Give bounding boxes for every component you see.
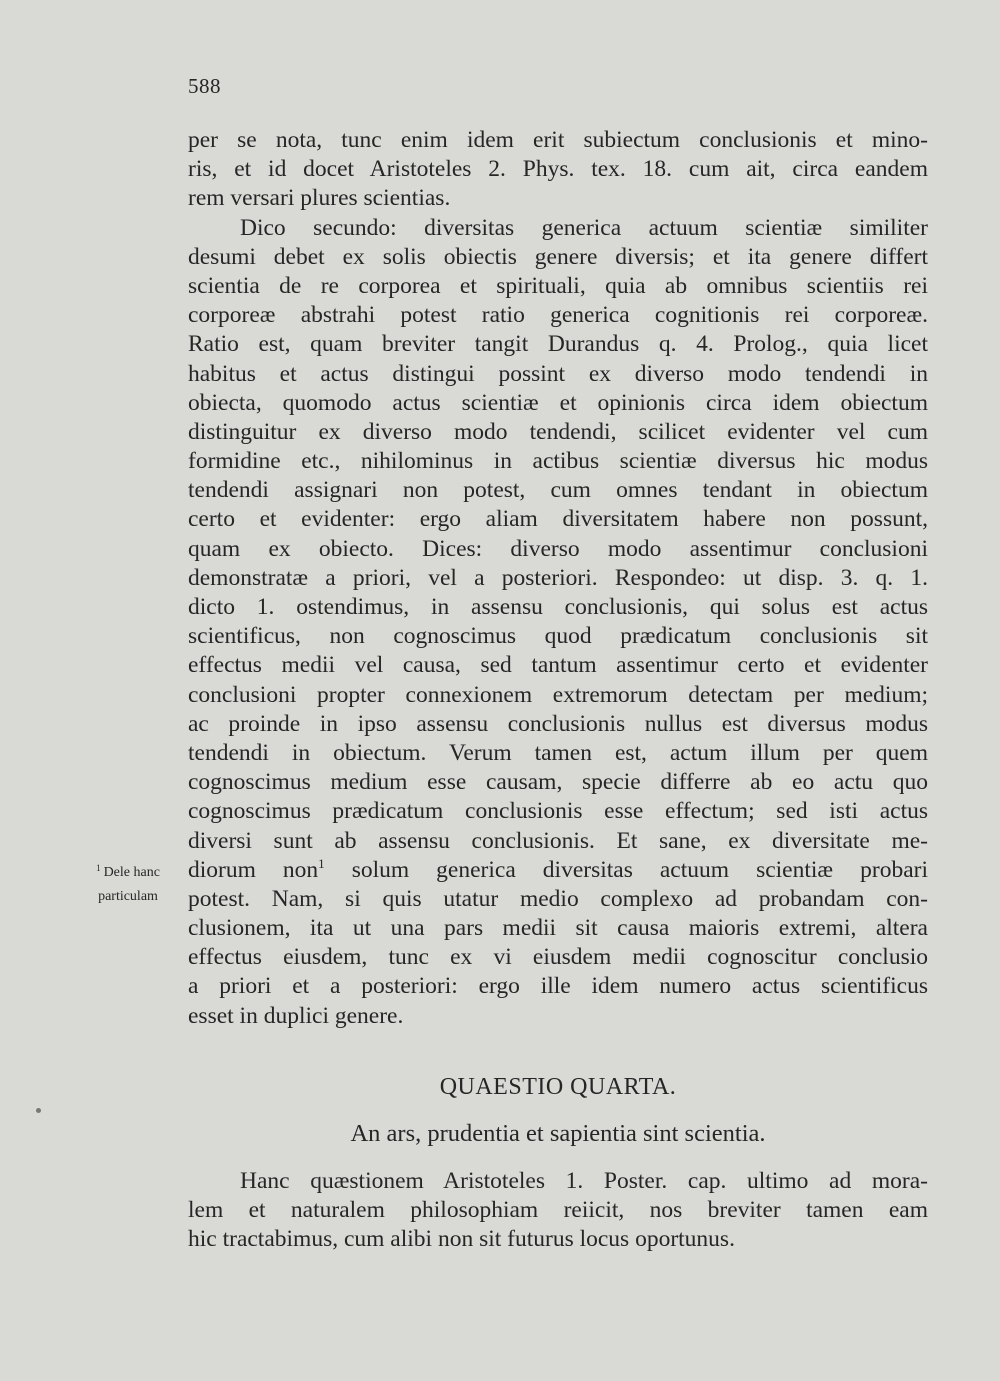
text-line: scientificus, non cognoscimus quod prædicatum conclusionis sit xyxy=(188,623,928,650)
question-heading: QUAESTIO QUARTA. xyxy=(439,1074,677,1100)
text-line: scientia de re corporea et spirituali, quia ab omnibus scientiis rei xyxy=(188,272,928,299)
text-line: distinguitur ex diverso modo tendendi, scilicet evidenter vel cum xyxy=(188,418,928,445)
paper-speck xyxy=(36,1108,41,1113)
text-line: rem versari plures scientias. xyxy=(188,185,451,212)
margin-note-line: particulam xyxy=(98,889,158,904)
text-line: ac proinde in ipso assensu conclusionis nullus est diversus modus xyxy=(188,710,928,737)
text-line: dicto 1. ostendimus, in assensu conclusionis, qui solus est actus xyxy=(188,594,928,620)
text-segment: diorum non xyxy=(188,856,319,883)
text-line: formidine etc., nihilominus in actibus scientiæ diversus hic modus xyxy=(188,448,928,475)
text-line: ris, et id docet Aristoteles 2. Phys. tex. 18. cum ait, circa eandem xyxy=(188,156,928,183)
text-line: demonstratæ a priori, vel a posteriori. Respondeo: ut disp. 3. q. 1. xyxy=(188,564,928,591)
margin-note-text: Dele hanc xyxy=(103,865,160,880)
text-line: Ratio est, quam breviter tangit Durandus q. 4. Prolog., quia licet xyxy=(188,331,928,358)
text-line: diversi sunt ab assensu conclusionis. Et sane, ex diversitate me- xyxy=(188,827,928,854)
text-line: a priori et a posteriori: ergo ille idem numero actus scientificus xyxy=(188,973,928,1000)
text-line: obiecta, quomodo actus scientiæ et opinionis circa idem obiectum xyxy=(188,389,928,416)
text-line: quam ex obiecto. Dices: diverso modo assentimur conclusioni xyxy=(188,535,928,562)
text-line: tendendi in obiectum. Verum tamen est, actum illum per quem xyxy=(188,739,928,766)
question-text-block xyxy=(188,1167,928,1255)
margin-note-marker: 1 xyxy=(96,863,101,873)
text-segment: solum generica diversitas actuum scientiæ probari xyxy=(324,856,928,883)
text-line: corporeæ abstrahi potest ratio generica cognitionis rei corporeæ. xyxy=(188,302,928,329)
text-line: Hanc quæstionem Aristoteles 1. Poster. cap. ultimo ad mora- xyxy=(240,1168,928,1194)
margin-note xyxy=(78,856,178,909)
main-text-block xyxy=(188,126,928,1031)
text-line: habitus et actus distingui possint ex diverso modo tendendi in xyxy=(188,360,928,387)
text-line: cognoscimus medium esse causam, specie differre ab eo actu quo xyxy=(188,769,928,796)
text-line: conclusioni propter connexionem extremorum detectam per medium; xyxy=(188,681,928,708)
text-line: effectus medii vel causa, sed tantum assentimur certo et evidenter xyxy=(188,652,928,679)
text-line: lem et naturalem philosophiam reiicit, nos breviter tamen eam xyxy=(188,1197,928,1224)
text-line: clusionem, ita ut una pars medii sit causa maioris extremi, altera xyxy=(188,915,928,942)
margin-note-line xyxy=(78,856,178,885)
question-subtitle: An ars, prudentia et sapientia sint scientia. xyxy=(350,1120,766,1147)
text-line: hic tractabimus, cum alibi non sit futurus locus oportunus. xyxy=(188,1226,735,1253)
text-line-with-footnote xyxy=(188,856,928,885)
text-line: per se nota, tunc enim idem erit subiectum conclusionis et mino- xyxy=(188,127,928,153)
text-line: desumi debet ex solis obiectis genere diversis; et ita genere differt xyxy=(188,243,928,270)
footnote-marker: 1 xyxy=(318,855,325,871)
text-line: cognoscimus prædicatum conclusionis esse effectum; sed isti actus xyxy=(188,798,928,825)
text-line: tendendi assignari non potest, cum omnes tendant in obiectum xyxy=(188,477,928,504)
text-line: certo et evidenter: ergo aliam diversitatem habere non possunt, xyxy=(188,506,928,533)
text-line: effectus eiusdem, tunc ex vi eiusdem medii cognoscitur conclusio xyxy=(188,944,928,971)
page-number: 588 xyxy=(188,74,221,98)
text-line: potest. Nam, si quis utatur medio complexo ad probandam con- xyxy=(188,885,928,912)
text-line: esset in duplici genere. xyxy=(188,1002,404,1029)
text-line: Dico secundo: diversitas generica actuum scientiæ similiter xyxy=(240,214,928,241)
